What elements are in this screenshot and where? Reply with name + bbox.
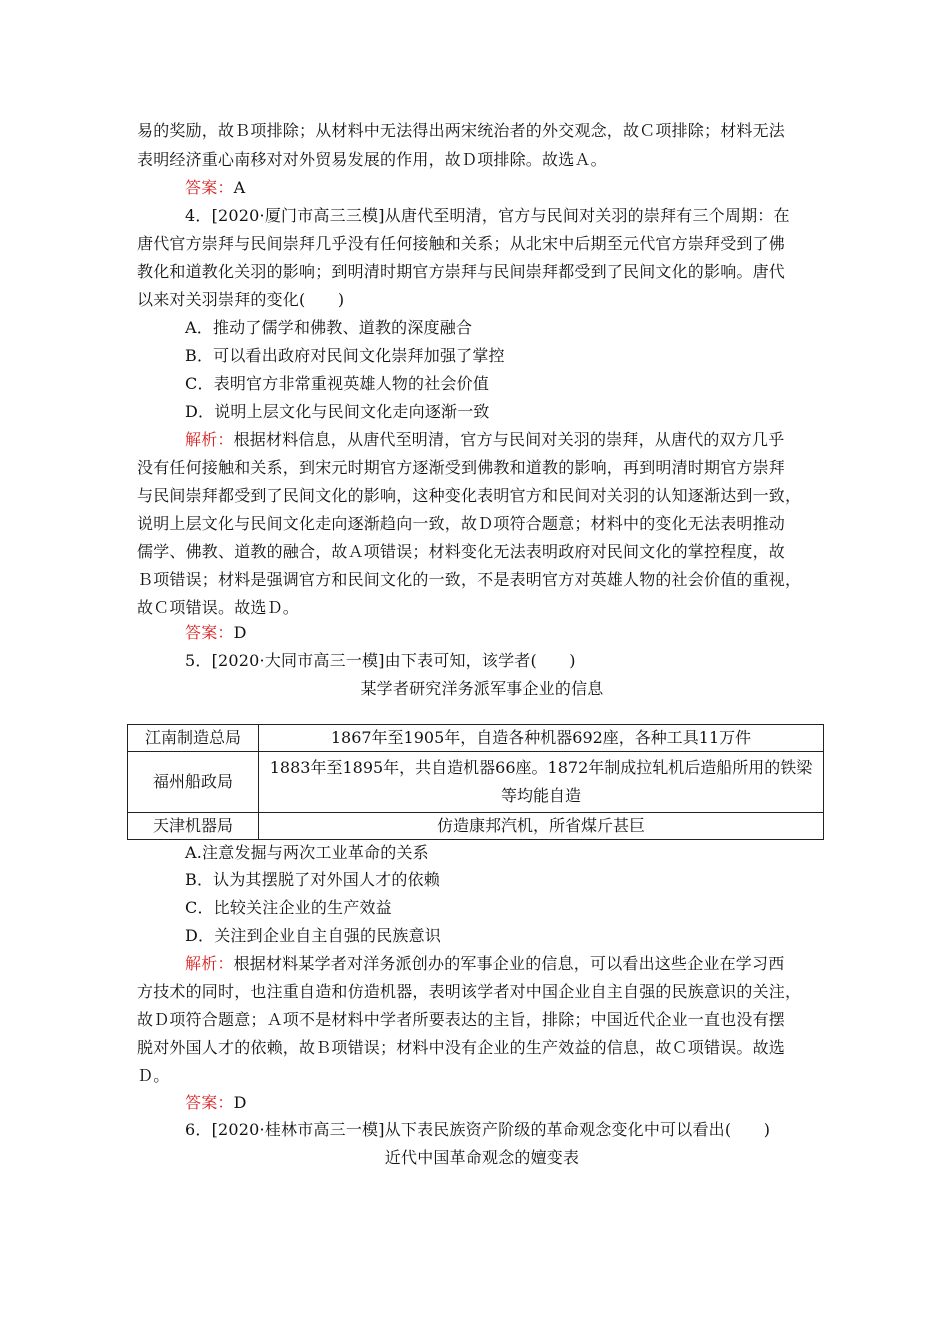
table-title: 近代中国革命观念的嬗变表 [384, 1148, 580, 1167]
analysis-text: 儒学、佛教、道教的融合，故Ａ项错误；材料变化无法表明政府对民间文化的掌控程度，故 [137, 542, 786, 561]
table-cell-desc: 1867年至1905年，自造各种机器692座，各种工具11万件 [259, 725, 824, 752]
option-b: B．可以看出政府对民间文化崇拜加强了掌控 [185, 346, 505, 365]
answer-label: 答案： [185, 1093, 234, 1112]
analysis-line [185, 950, 825, 978]
option-a: A．推动了儒学和佛教、道教的深度融合 [185, 318, 473, 337]
answer-label: 答案： [185, 178, 234, 197]
answer-value: D [233, 623, 247, 642]
text-line: 表明经济重心南移对对外贸易发展的作用，故Ｄ项排除。故选Ａ。 [137, 150, 607, 169]
table-row [128, 752, 824, 813]
analysis-label: 解析： [185, 430, 234, 449]
answer-value: D [233, 1093, 247, 1112]
table-cell-desc: 仿造康邦汽机，所省煤斤甚巨 [259, 813, 824, 840]
analysis-text: Ｂ项错误；材料是强调官方和民间文化的一致，不是表明官方对英雄人物的社会价值的重视， [137, 570, 802, 589]
table-row [128, 813, 824, 840]
table-title: 某学者研究洋务派军事企业的信息 [360, 679, 604, 698]
question-stem: 4．[2020·厦门市高三三模]从唐代至明清，官方与民间对关羽的崇拜有三个周期：在 [185, 206, 790, 225]
analysis-label: 解析： [185, 954, 234, 973]
analysis-text: 故Ｃ项错误。故选Ｄ。 [137, 598, 300, 617]
analysis-text: 说明上层文化与民间文化走向逐渐趋向一致，故Ｄ项符合题意；材料中的变化无法表明推动 [137, 514, 786, 533]
option-c: C．比较关注企业的生产效益 [185, 898, 392, 917]
question-stem: 教化和道教化关羽的影响；到明清时期官方崇拜与民间崇拜都受到了民间文化的影响。唐代 [137, 262, 786, 281]
answer-line [185, 619, 825, 647]
question-stem: 5．[2020·大同市高三一模]由下表可知，该学者( ) [185, 651, 576, 670]
text-line: 易的奖励，故Ｂ项排除；从材料中无法得出两宋统治者的外交观念，故Ｃ项排除；材料无法 [137, 121, 786, 140]
option-c: C．表明官方非常重视英雄人物的社会价值 [185, 374, 490, 393]
option-a: A.注意发掘与两次工业革命的关系 [185, 843, 429, 862]
analysis-text: Ｄ。 [137, 1066, 170, 1085]
analysis-text: 根据材料信息，从唐代至明清，官方与民间对关羽的崇拜，从唐代的双方几乎 [233, 430, 785, 449]
analysis-text: 故Ｄ项符合题意；Ａ项不是材料中学者所要表达的主旨，排除；中国近代企业一直也没有摆 [137, 1010, 786, 1029]
answer-label: 答案： [185, 623, 234, 642]
option-d: D．关注到企业自主自强的民族意识 [185, 926, 442, 945]
analysis-text: 没有任何接触和关系，到宋元时期官方逐渐受到佛教和道教的影响，再到明清时期官方崇拜 [137, 458, 786, 477]
answer-value: A [233, 178, 246, 197]
answer-line [185, 1089, 825, 1117]
analysis-line [185, 426, 825, 454]
table-cell-name: 福州船政局 [128, 752, 259, 813]
answer-line [185, 174, 825, 202]
analysis-text: 根据材料某学者对洋务派创办的军事企业的信息，可以看出这些企业在学习西 [233, 954, 785, 973]
table-cell-name: 江南制造总局 [128, 725, 259, 752]
analysis-text: 与民间崇拜都受到了民间文化的影响，这种变化表明官方和民间对关羽的认知逐渐达到一致， [137, 486, 802, 505]
question-stem: 6．[2020·桂林市高三一模]从下表民族资产阶级的革命观念变化中可以看出( ) [185, 1120, 771, 1139]
analysis-text: 方技术的同时，也注重自造和仿造机器，表明该学者对中国企业自主自强的民族意识的关注， [137, 982, 802, 1001]
question-stem: 以来对关羽崇拜的变化( ) [137, 290, 345, 309]
info-table [127, 724, 824, 840]
option-d: D．说明上层文化与民间文化走向逐渐一致 [185, 402, 490, 421]
table-cell-desc: 1883年至1895年，共自造机器66座。1872年制成拉轧机后造船所用的铁梁等均能自造 [259, 752, 824, 813]
option-b: B．认为其摆脱了对外国人才的依赖 [185, 870, 440, 889]
table-cell-name: 天津机器局 [128, 813, 259, 840]
table-row [128, 725, 824, 752]
question-stem: 唐代官方崇拜与民间崇拜几乎没有任何接触和关系；从北宋中后期至元代官方崇拜受到了佛 [137, 234, 786, 253]
analysis-text: 脱对外国人才的依赖，故Ｂ项错误；材料中没有企业的生产效益的信息，故Ｃ项错误。故选 [137, 1038, 786, 1057]
